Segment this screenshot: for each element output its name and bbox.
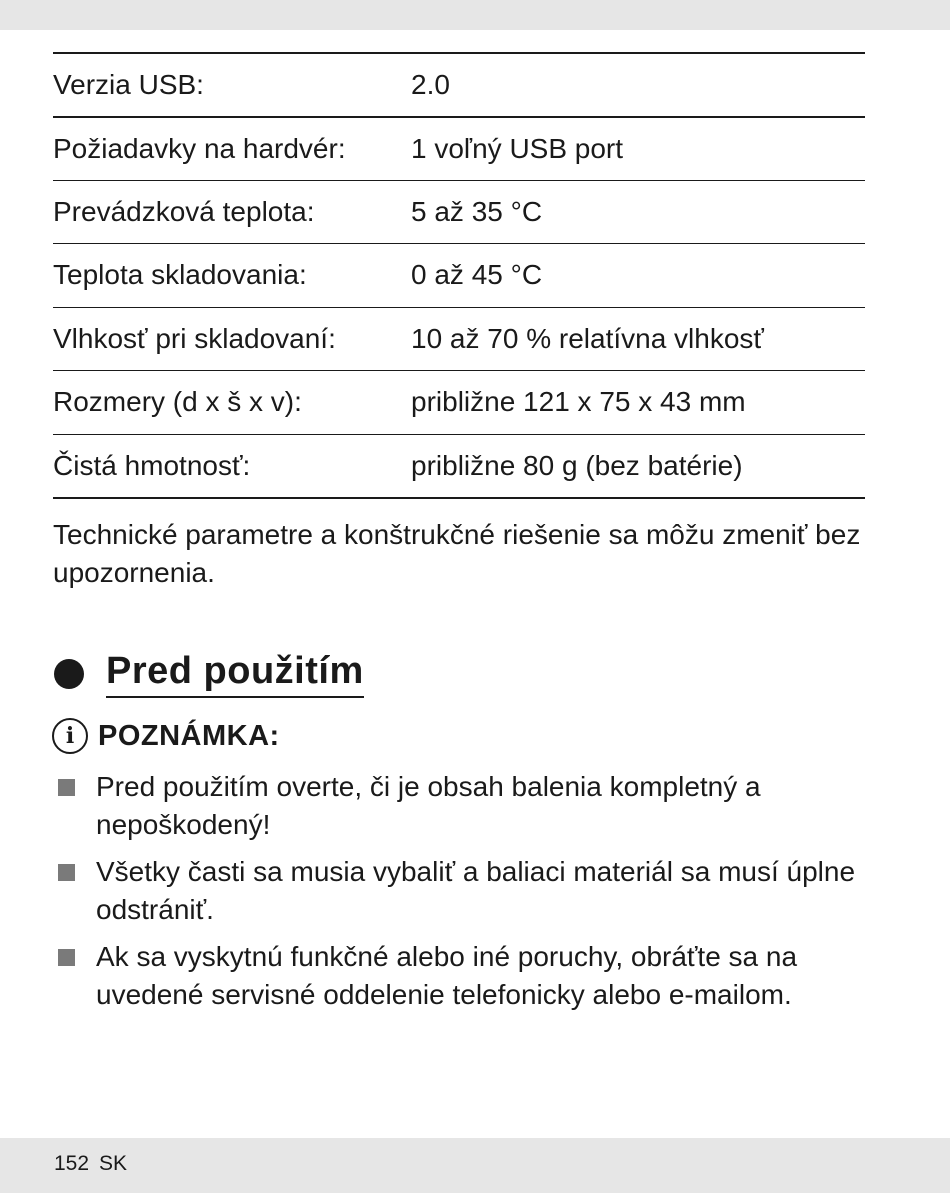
spec-value: približne 80 g (bez batérie) — [411, 434, 865, 498]
top-margin-bar — [0, 0, 950, 30]
table-row — [53, 434, 865, 498]
list-item-text: Ak sa vyskytnú funkčné alebo iné poruchy, obráťte sa na uvedené servisné oddelenie telefonicky alebo e-mailom. — [96, 941, 798, 1010]
notice-heading — [52, 718, 280, 754]
page-footer — [54, 1152, 127, 1176]
list-item — [58, 853, 878, 929]
language-code: SK — [99, 1152, 128, 1175]
spec-value: 2.0 — [411, 53, 865, 117]
spec-label: Vlhkosť pri skladovaní: — [53, 307, 411, 371]
section-title: Pred použitím — [106, 650, 364, 698]
square-bullet-icon — [58, 949, 75, 966]
table-row — [53, 307, 865, 371]
info-icon: i — [52, 718, 88, 754]
spec-value: 1 voľný USB port — [411, 117, 865, 181]
list-item — [58, 768, 878, 844]
spec-table — [53, 52, 865, 499]
spec-label: Požiadavky na hardvér: — [53, 117, 411, 181]
bullet-dot-icon — [54, 659, 84, 689]
notice-title: POZNÁMKA: — [98, 719, 280, 752]
spec-label: Prevádzková teplota: — [53, 180, 411, 244]
table-row — [53, 371, 865, 435]
square-bullet-icon — [58, 864, 75, 881]
spec-label: Rozmery (d x š x v): — [53, 371, 411, 435]
spec-value: 0 až 45 °C — [411, 244, 865, 308]
spec-value: 10 až 70 % relatívna vlhkosť — [411, 307, 865, 371]
list-item-text: Pred použitím overte, či je obsah balenia kompletný a nepoškodený! — [96, 771, 761, 840]
table-row — [53, 53, 865, 117]
square-bullet-icon — [58, 779, 75, 796]
list-item — [58, 938, 878, 1014]
section-heading — [54, 650, 364, 698]
notice-list — [58, 768, 878, 1023]
table-row — [53, 117, 865, 181]
spec-value: približne 121 x 75 x 43 mm — [411, 371, 865, 435]
table-row — [53, 244, 865, 308]
spec-change-note: Technické parametre a konštrukčné riešenie sa môžu zmeniť bez upozornenia. — [53, 519, 861, 588]
footer-bar — [0, 1138, 950, 1193]
spec-label: Teplota skladovania: — [53, 244, 411, 308]
table-row — [53, 180, 865, 244]
spec-label: Čistá hmotnosť: — [53, 434, 411, 498]
spec-label: Verzia USB: — [53, 53, 411, 117]
page-number: 152 — [54, 1152, 90, 1175]
spec-value: 5 až 35 °C — [411, 180, 865, 244]
list-item-text: Všetky časti sa musia vybaliť a baliaci materiál sa musí úplne odstrániť. — [96, 856, 856, 925]
